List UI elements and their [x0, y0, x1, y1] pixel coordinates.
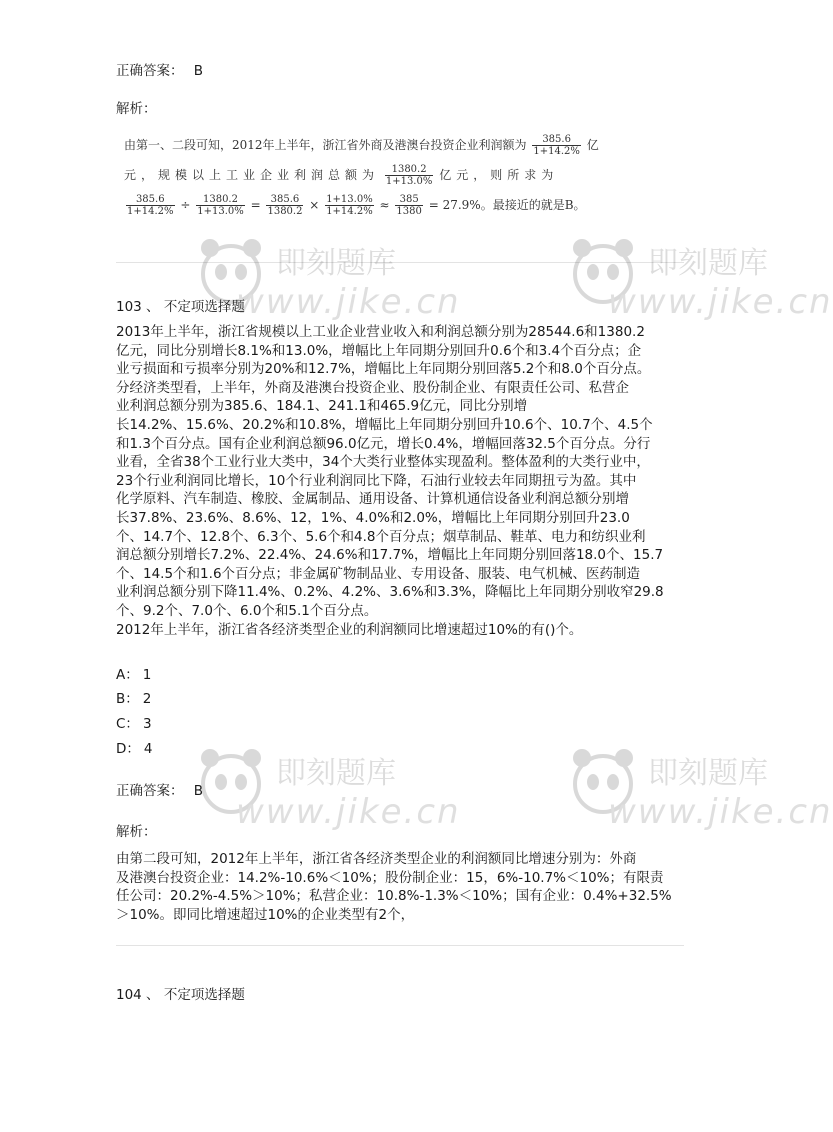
option-c[interactable] — [116, 715, 152, 733]
passage-line: 和1.3个百分点。国有企业利润总额96.0亿元，增长0.4%，增幅回落32.5个百分点。分行 — [116, 435, 651, 452]
solution-text: 由第一、二段可知，2012年上半年，浙江省外商及港澳台投资企业利润额为 — [124, 138, 527, 152]
option-label: D： — [116, 741, 140, 757]
solution-text: 亿元，则所求为 — [439, 168, 559, 182]
divider — [116, 262, 684, 263]
option-d[interactable] — [116, 740, 153, 758]
watermark-url: www.jike.cn — [236, 792, 461, 832]
answer-label: 正确答案： — [116, 63, 184, 79]
watermark-url: www.jike.cn — [608, 792, 833, 832]
analysis-label: 解析： — [116, 824, 157, 840]
passage-line: 个、14.5个和1.6个百分点；非金属矿物制品业、专用设备、服装、电气机械、医药制造 — [116, 565, 641, 582]
fraction: $\frac{1380.2}{1+13.0\%}$ — [197, 194, 244, 217]
passage-line: 2013年上半年，浙江省规模以上工业企业营业收入和利润总额分别为28544.6和1380.2 — [116, 324, 645, 340]
option-label: A： — [116, 667, 139, 683]
watermark-url: www.jike.cn — [236, 282, 461, 322]
operator: = — [250, 198, 261, 212]
passage-line: 业利润总额分别为385.6、184.1、241.1和465.9亿元，同比分别增 — [116, 398, 528, 415]
watermark-brand: 即刻题库 — [276, 756, 396, 791]
option-b[interactable] — [116, 690, 151, 708]
analysis-line: ＞10%。即同比增速超过10%的企业类型有2个， — [116, 906, 415, 923]
watermark — [196, 232, 536, 332]
option-a[interactable] — [116, 666, 151, 684]
passage-line: 业利润总额分别下降11.4%、0.2%、4.2%、3.6%和3.3%，降幅比上年同期分别收窄29.8 — [116, 584, 664, 601]
solution-text: 元，规模以上工业企业利润总额为 — [124, 168, 380, 182]
watermark-brand: 即刻题库 — [276, 246, 396, 281]
answer-value: B — [193, 783, 204, 799]
watermark-brand: 即刻题库 — [648, 756, 768, 791]
answer-label: 正确答案： — [116, 783, 184, 799]
fraction: $\frac{385}{1380}$ — [396, 194, 422, 217]
answer-row — [116, 62, 203, 80]
option-label: C： — [116, 716, 139, 732]
option-label: B： — [116, 691, 139, 707]
solution-text: 亿 — [586, 138, 599, 152]
passage-line: 23个行业利润同比增长，10个行业利润同比下降，石油行业较去年同期扭亏为盈。其中 — [116, 472, 637, 489]
watermark — [568, 742, 833, 842]
analysis-label: 解析： — [116, 101, 157, 117]
passage-line: 个、14.7个、12.8个、6.3个、5.6个和4.8个百分点；烟草制品、鞋革、电力和纺织业利 — [116, 528, 646, 545]
passage — [116, 323, 686, 639]
operator: ≈ — [379, 198, 390, 212]
fraction: $\frac{385.6}{1380.2}$ — [267, 194, 303, 217]
passage-line: 分经济类型看，上半年，外商及港澳台投资企业、股份制企业、有限责任公司、私营企 — [116, 379, 629, 396]
analysis-line: 任公司：20.2%-4.5%＞10%；私营企业：10.8%-1.3%＜10%；国有企业：0.4%+32.5% — [116, 888, 672, 905]
option-value: 2 — [142, 691, 152, 707]
passage-line: 长14.2%、15.6%、20.2%和10.8%，增幅比上年同期分别回升10.6个、10.7个、4.5个 — [116, 416, 653, 433]
passage-line: 个、9.2个、7.0个、6.0个和5.1个百分点。 — [116, 602, 378, 619]
panda-logo-icon — [568, 232, 638, 312]
watermark-brand: 即刻题库 — [648, 246, 768, 281]
operator: ÷ — [180, 198, 191, 212]
passage-line: 业亏损面和亏损率分别为20%和12.7%，增幅比上年同期分别回落5.2个和8.0个百分点。 — [116, 361, 651, 378]
passage-line: 润总额分别增长7.2%、22.4%、24.6%和17.7%，增幅比上年同期分别回落18.0个、15.7 — [116, 547, 664, 564]
solution-text: = 27.9%。最接近的就是B。 — [428, 198, 586, 212]
divider — [116, 945, 684, 946]
watermark-url: www.jike.cn — [608, 282, 833, 322]
watermark — [193, 742, 536, 842]
passage-line: 长37.8%、23.6%、8.6%、12，1%、4.0%和2.0%，增幅比上年同期分别回升23.0 — [116, 509, 630, 526]
passage-line: 亿元，同比分别增长8.1%和13.0%，增幅比上年同期分别回升0.6个和3.4个百分点；企 — [116, 342, 642, 359]
question-header: 104 、 不定项选择题 — [116, 987, 245, 1003]
operator: × — [309, 198, 320, 212]
answer-row — [116, 782, 203, 800]
question-text: 2012年上半年，浙江省各经济类型企业的利润额同比增速超过10%的有()个。 — [116, 621, 583, 638]
analysis-line: 由第二段可知，2012年上半年，浙江省各经济类型企业的利润额同比增速分别为：外商 — [116, 851, 637, 867]
analysis-line: 及港澳台投资企业：14.2%-10.6%＜10%；股份制企业：15，6%-10.7%＜10%；有限责 — [116, 869, 664, 886]
option-value: 4 — [143, 741, 153, 757]
passage-line: 业看，全省38个工业行业大类中，34个大类行业整体实现盈利。整体盈利的大类行业中， — [116, 454, 650, 471]
solution-image — [124, 130, 644, 222]
option-value: 3 — [142, 716, 152, 732]
panda-logo-icon — [193, 742, 266, 822]
question-header: 103 、 不定项选择题 — [116, 299, 245, 315]
watermark — [568, 232, 833, 332]
fraction: $\frac{385.6}{1+14.2\%}$ — [533, 134, 580, 157]
fraction: $\frac{385.6}{1+14.2\%}$ — [127, 194, 174, 217]
fraction: $\frac{1380.2}{1+13.0\%}$ — [385, 164, 433, 187]
panda-logo-icon — [568, 742, 638, 822]
answer-value: B — [193, 63, 204, 79]
passage-line: 化学原料、汽车制造、橡胶、金属制品、通用设备、计算机通信设备业利润总额分别增 — [116, 491, 629, 508]
analysis-text — [116, 850, 686, 924]
option-value: 1 — [142, 667, 152, 683]
fraction: $\frac{1+13.0\%}{1+14.2\%}$ — [326, 194, 373, 217]
